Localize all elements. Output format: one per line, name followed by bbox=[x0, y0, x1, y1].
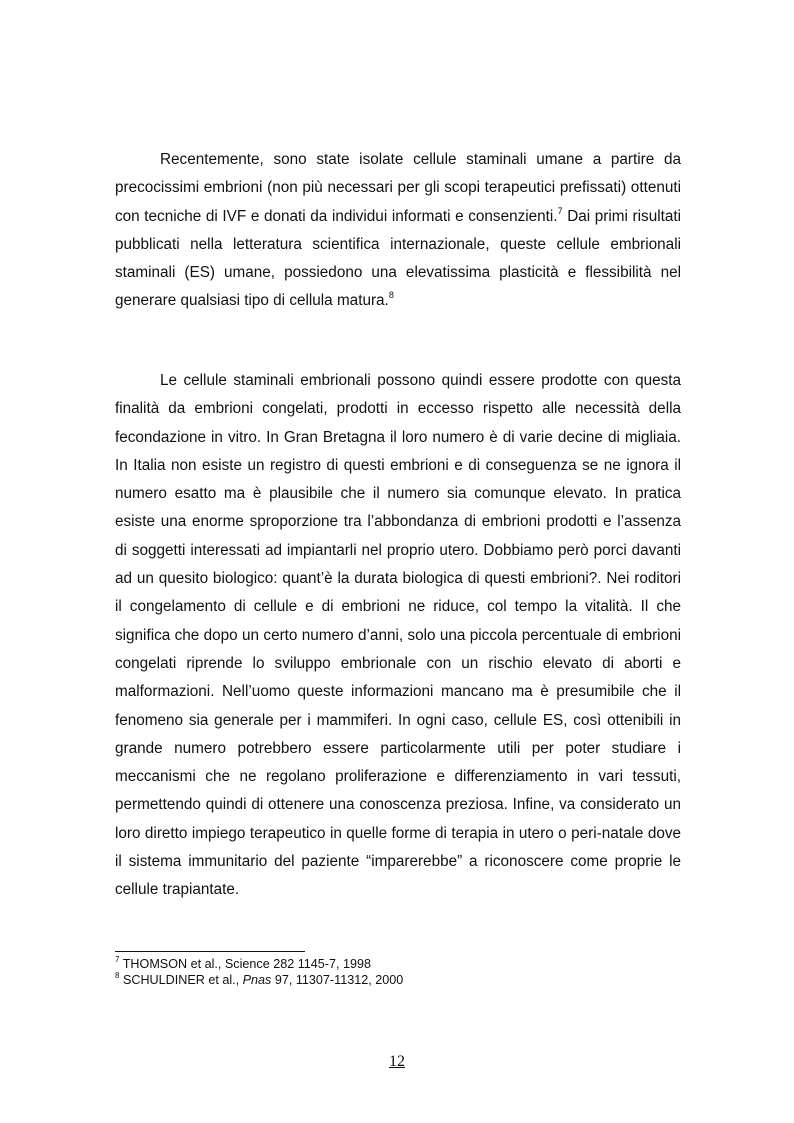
body-paragraph-2: Le cellule staminali embrionali possono quindi essere prodotte con questa finalità da embrioni congelati, prodotti in eccesso rispetto alle necessità della fecondazione in vitro. In Gran Bretagna il loro numero è di varie decine di migliaia. In Italia non esiste un registro di questi embrioni e di conseguenza se ne ignora il numero esatto ma è plausibile che il numero sia comunque elevato. In pratica esiste una enorme sproporzione tra l’abbondanza di embrioni prodotti e l’assenza di soggetti interessati ad impiantarli nel proprio utero. Dobbiamo però porci davanti ad un quesito biologico: quant’è la durata biologica di questi embrioni?. Nei roditori il congelamento di cellule e di embrioni ne riduce, col tempo la vitalità. Il che significa che dopo un certo numero d’anni, solo una piccola percentuale di embrioni congelati riprende lo sviluppo embrionale con un rischio elevato di aborti e malformazioni. Nell’uomo queste informazioni mancano ma è presumibile che il fenomeno sia generale per i mammiferi. In ogni caso, cellule ES, così ottenibili in grande numero potrebbero essere particolarmente utili per poter studiare i meccanismi che ne regolano proliferazione e differenziamento in vari tessuti, permettendo quindi di ottenere una conoscenza preziosa. Infine, va considerato un loro diretto impiego terapeutico in quelle forme di terapia in utero o peri-natale dove il sistema immunitario del paziente “imparerebbe” a riconoscere come proprie le cellule trapiantate. bbox=[115, 372, 681, 899]
footnote-text-end: 97, 11307-11312, 2000 bbox=[271, 973, 404, 987]
paragraph-1-text-end: Dai primi risultati pubblicati nella letteratura scientifica internazionale, queste cellule embrionali staminali (ES) umane, possiedono una elevatissima plasticità e flessibilità nel generare qualsiasi tipo di cellula matura. bbox=[115, 207, 682, 310]
footnote-7 bbox=[115, 956, 675, 972]
footnote-number: 7 bbox=[115, 955, 120, 964]
paragraph-1-text-start: Recentemente, sono state isolate cellule staminali umane a partire da precocissimi embrioni (non più necessari per gli scopi terapeutici prefissati) ottenuti con tecniche di IVF e donati da individui informati e consenzienti. bbox=[115, 151, 681, 225]
footnote-text-start: SCHULDINER et al., bbox=[122, 973, 243, 987]
footnote-separator bbox=[115, 951, 305, 952]
body-paragraph-1 bbox=[115, 146, 681, 316]
page-number: 12 bbox=[389, 1053, 405, 1070]
footnote-8 bbox=[115, 972, 675, 988]
footnote-ref-7[interactable]: 7 bbox=[557, 205, 563, 216]
footnotes bbox=[115, 956, 675, 988]
footnote-number: 8 bbox=[115, 971, 120, 980]
footnote-text: THOMSON et al., Science 282 1145-7, 1998 bbox=[122, 957, 372, 971]
footnote-ref-8[interactable]: 8 bbox=[388, 290, 394, 301]
footnote-journal: Pnas bbox=[242, 973, 272, 987]
